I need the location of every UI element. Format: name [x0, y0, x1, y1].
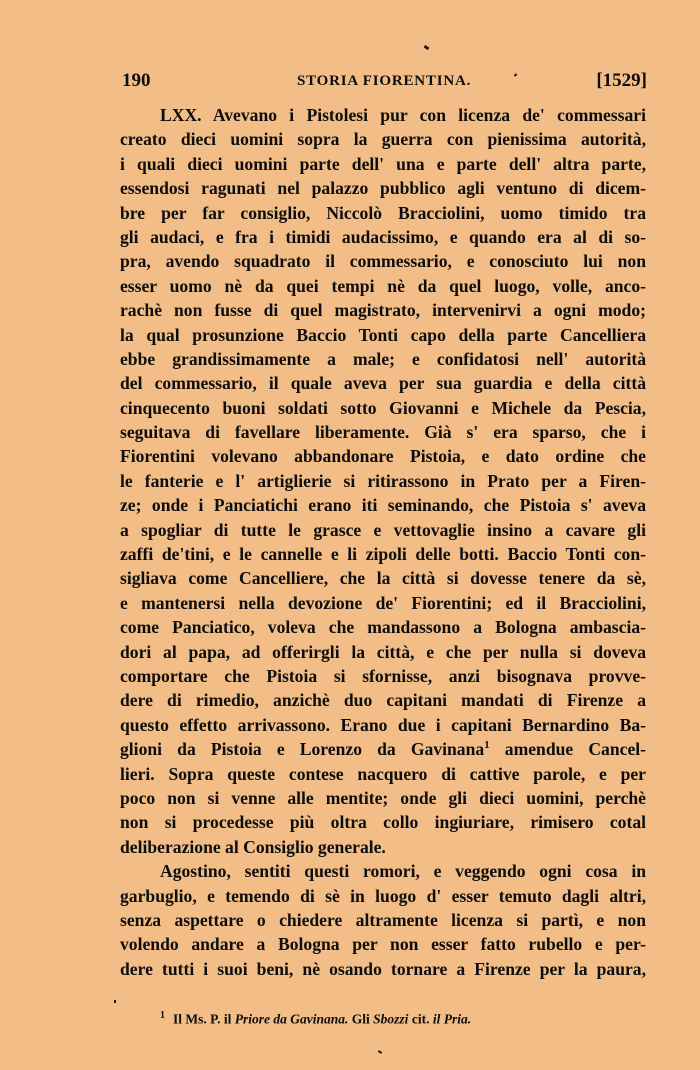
text-line: comportare che Pistoia si sfornisse, anzi bisognava provve-: [120, 665, 646, 686]
footnote: [160, 1010, 471, 1028]
ink-speck: [114, 1000, 116, 1003]
text-line: senza aspettare o chiedere altramente licenza si partì, e non: [120, 909, 646, 930]
text-line: essendosi ragunati nel palazzo pubblico agli ventuno di dicem-: [120, 178, 646, 199]
text-line: rachè non fusse di quel magistrato, intervenirvi a ogni modo;: [120, 300, 646, 321]
text-line: volendo andare a Bologna per non esser fatto rubello e per-: [120, 934, 646, 955]
text-line: garbuglio, e temendo di sè in luogo d' esser temuto dagli altri,: [120, 885, 646, 906]
text-line: la qual prosunzione Baccio Tonti capo della parte Cancelliera: [120, 324, 646, 345]
footnote-italic-title: Priore da Gavinana.: [234, 1011, 349, 1027]
footnote-italic-author: il Pria.: [432, 1011, 472, 1027]
text-line: deliberazione al Consiglio generale.: [120, 836, 386, 857]
footnote-cit: cit.: [411, 1011, 430, 1027]
text-line: dere tutti i suoi beni, nè osando tornare a Firenze per la paura,: [120, 958, 646, 979]
text-line: come Panciatico, voleva che mandassono a Bologna ambascia-: [120, 617, 646, 638]
text-line: i quali dieci uomini parte dell' una e parte dell' altra parte,: [120, 153, 646, 174]
text-line: pra, avendo squadrato il commessario, e conosciuto lui non: [120, 251, 646, 272]
text-line: poco non si venne alle mentite; onde gli dieci uomini, perchè: [120, 787, 646, 808]
text-line: sigliava come Cancelliere, che la città si dovesse tenere da sè,: [120, 568, 646, 589]
text-line: Agostino, sentiti questi romori, e veggendo ogni cosa in: [160, 861, 646, 882]
text-line: cinquecento buoni soldati sotto Giovanni e Michele da Pescia,: [120, 397, 646, 418]
ink-speck: [424, 45, 430, 50]
running-title: STORIA FIORENTINA.: [297, 73, 472, 89]
text-line-head: glioni da Pistoia e Lorenzo da Gavinana: [120, 739, 485, 760]
text-line: del commessario, il quale aveva per sua guardia e della città: [120, 373, 646, 394]
page-number: 190: [122, 70, 151, 91]
page-header: [122, 70, 647, 98]
footnote-italic-work: Sbozzi: [373, 1011, 409, 1027]
text-line: le fanterie e l' artiglierie si ritirassono in Prato per a Firen-: [120, 470, 646, 491]
text-line-tail: amendue Cancel-: [504, 739, 646, 760]
text-line: lieri. Sopra queste contese nacquero di cattive parole, e per: [120, 763, 646, 784]
footnote-reference: 1: [484, 739, 490, 752]
text-line: e mantenersi nella devozione de' Fiorentini; ed il Bracciolini,: [120, 592, 646, 613]
text-line: ebbe grandissimamente a male; e confidatosi nell' autorità: [120, 348, 646, 369]
ink-speck: [378, 1050, 382, 1054]
footnote-middle: Gli: [351, 1011, 370, 1027]
footnote-lead: Il Ms. P. il: [173, 1011, 232, 1027]
footnote-mark: 1: [160, 1010, 165, 1021]
text-line: dori al papa, ad offerirgli la città, e che per nulla si doveva: [120, 641, 646, 662]
text-line-with-footnote: [120, 737, 646, 761]
text-line: dere di rimedio, anzichè duo capitani mandati di Firenze a: [120, 690, 646, 711]
text-line: creato dieci uomini sopra la guerra con pienissima autorità,: [120, 129, 646, 150]
text-line: LXX. Avevano i Pistolesi pur con licenza de' commessari: [160, 105, 646, 125]
text-line: ze; onde i Panciatichi erano iti seminando, che Pistoia s' aveva: [120, 495, 646, 516]
text-line: non si procedesse più oltra collo ingiuriare, rimisero cotal: [120, 812, 646, 833]
year-marker: [1529]: [596, 70, 647, 91]
text-line: zaffi de'tini, e le cannelle e li zipoli delle botti. Baccio Tonti con-: [120, 544, 646, 565]
text-line: gli audaci, e fra i timidi audacissimo, e quando era al di so-: [120, 226, 646, 247]
text-line: esser uomo nè da quei tempi nè da quel luogo, volle, anco-: [120, 275, 646, 296]
text-line: seguitava di favellare liberamente. Già s' era sparso, che i: [120, 422, 646, 443]
text-line: a spogliar di tutte le grasce e vettovaglie insino a cavare gli: [120, 519, 646, 540]
text-line: questo effetto arrivassono. Erano due i capitani Bernardino Ba-: [120, 714, 646, 735]
text-line: Fiorentini volevano abbandonare Pistoia, e dato ordine che: [120, 446, 646, 467]
body-text: [120, 103, 646, 981]
text-line: bre per far consiglio, Niccolò Bracciolini, uomo timido tra: [120, 202, 646, 223]
